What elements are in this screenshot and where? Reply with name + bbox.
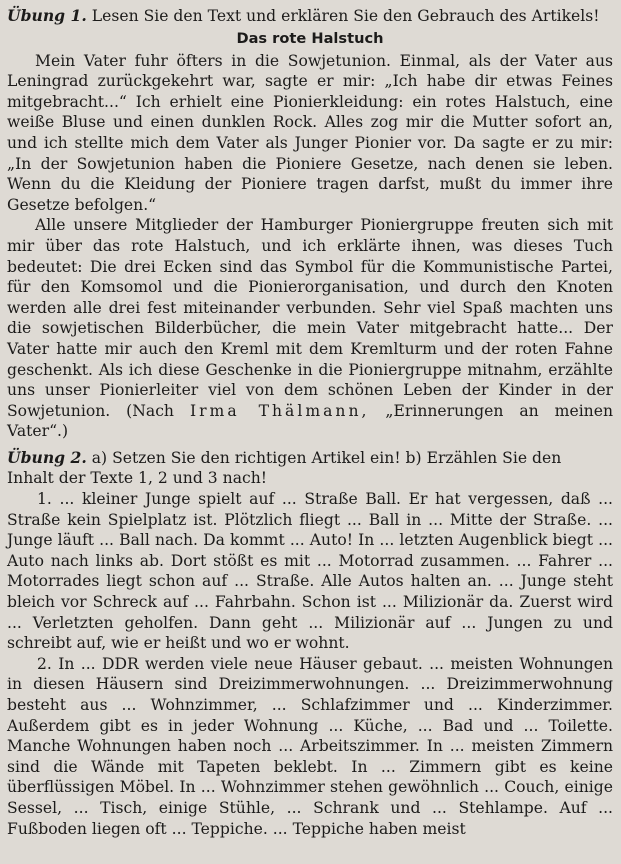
- author-name: Irma Thälmann,: [189, 401, 370, 420]
- exercise-2-label: Übung 2.: [7, 447, 87, 467]
- exercise-2-text-1: 1. ... kleiner Junge spielt auf ... Straße Ball. Er hat vergessen, daß ... Straße kein Spielplatz ist. Plötzlich fliegt ... Ball in ... Mitte der Straße. ... Junge läuft ... Ball nach. Da kommt ... Auto! In ... letzten Augenblick biegt ... Auto nach links ab. Dort stößt es mit ... Motorrad zusammen. ... Fahrer ... Motorrades liegt schon auf ... Straße. Alle Autos halten an. ... Junge steht bleich vor Schreck auf ... Fahrbahn. Schon ist ... Milizionär da. Zuerst wird ... Verletzten geholfen. Dann geht ... Milizionär auf ... Jungen zu und schreibt auf, wie er heißt und wo er wohnt.: [7, 490, 613, 653]
- paragraph-2-main: Alle unsere Mitglieder der Hamburger Pioniergruppe freuten sich mit mir über das rote Halstuch, und ich erklärte ihnen, was dieses Tuch bedeutet: Die drei Ecken sind das Symbol für die Kommunistische Partei, für den Komsomol und die Pionierorganisation, und durch den Knoten werden alle drei fest miteinander verbunden. Sehr viel Spaß machten uns die sowjetischen Bilderbücher, die mein Vater mitgebracht hatte... Der Vater hatte mir auch den Kreml mit dem Kremlturm und der roten Fahne geschenkt. Als ich diese Geschenke in die Pioniergruppe mitnahm, erzählte uns unser Pionierleiter viel von dem schönen Leben der Kinder in der Sowjetunion. (Nach: [7, 216, 613, 420]
- exercise-2-instruction: a) Setzen Sie den richtigen Artikel ein! b) Erzählen Sie den Inhalt der Texte 1, 2 und 3 nach!: [7, 448, 562, 488]
- paragraph-1: Mein Vater fuhr öfters in die Sowjetunion. Einmal, als der Vater aus Leningrad zurückgekehrt war, sagte er mir: „Ich habe dir etwas Feines mitgebracht...“ Ich erhielt eine Pionierkleidung: ein rotes Halstuch, eine weiße Bluse und einen dunklen Rock. Alles zog mir die Mutter sofort an, und ich stellte mich dem Vater als Junger Pionier vor. Da sagte er zu mir: „In der Sowjetunion haben die Pioniere Gesetze, nach denen sie leben. Wenn du die Kleidung der Pioniere tragen darfst, mußt du immer ihre Gesetze befolgen.“: [7, 51, 613, 214]
- source-title: „Erinnerungen an meinen Vater“.): [7, 401, 613, 441]
- exercise-1-label: Übung 1.: [7, 6, 87, 25]
- exercise-1-heading: [7, 6, 613, 27]
- paragraph-2: [7, 215, 613, 442]
- exercise-2-heading: [7, 448, 613, 489]
- exercise-2: [7, 448, 613, 839]
- exercise-2-text-2: 2. In ... DDR werden viele neue Häuser gebaut. ... meisten Wohnungen in diesen Häusern sind Dreizimmerwohnungen. ... Dreizimmerwohnung besteht aus ... Wohnzimmer, ... Schlafzimmer und ... Kinderzimmer. Außerdem gibt es in jeder Wohnung ... Küche, ... Bad und ... Toilette. Manche Wohnungen haben noch ... Arbeitszimmer. In ... meisten Zimmern sind die Wände mit Tapeten beklebt. In ... Zimmern gibt es keine überflüssigen Möbel. In ... Wohnzimmer stehen gewöhnlich ... Couch, einige Sessel, ... Tisch, einige Stühle, ... Schrank und ... Stehlampe. Auf ... Fußboden liegen oft ... Teppiche. ... Teppiche haben meist: [7, 654, 613, 838]
- text-title: Das rote Halstuch: [236, 29, 384, 47]
- exercise-1: [7, 6, 613, 442]
- exercise-1-instruction: Lesen Sie den Text und erklären Sie den Gebrauch des Artikels!: [91, 7, 600, 25]
